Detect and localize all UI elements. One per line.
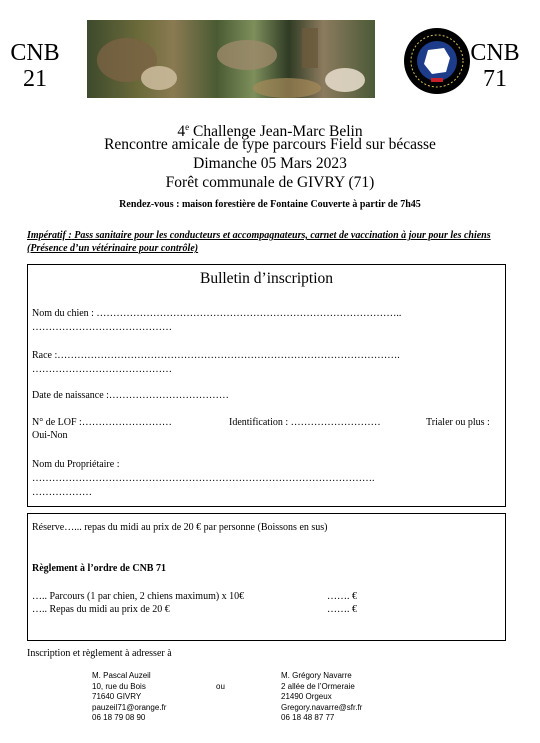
contact-auzeil xyxy=(92,671,166,724)
identification-field[interactable]: Identification : ……………………… xyxy=(229,417,381,428)
contact-phone: 06 18 48 87 77 xyxy=(281,713,335,722)
left-club-badge xyxy=(0,40,70,92)
breed-field-cont[interactable]: …………………………………… xyxy=(32,364,172,375)
payment-payee: Règlement à l’ordre de CNB 71 xyxy=(32,563,166,574)
birth-date-field[interactable]: Date de naissance :……………………………… xyxy=(32,390,229,401)
contact-city: 21490 Orgeux xyxy=(281,692,332,701)
contact-name: M. Grégory Navarre xyxy=(281,671,352,680)
breed-field[interactable]: Race :…………………………………………………………………………………………. xyxy=(32,350,400,361)
contact-navarre xyxy=(281,671,362,724)
trialer-choice[interactable]: Oui-Non xyxy=(32,430,68,441)
left-club-name: CNB xyxy=(10,40,60,66)
dog-name-field[interactable]: Nom du chien : ……………………………………………………………………………….. xyxy=(32,308,402,319)
repas-amount[interactable]: ……. € xyxy=(327,604,357,615)
lof-number-field[interactable]: N° de LOF :……………………… xyxy=(32,417,172,428)
owner-field-cont[interactable]: ……………… xyxy=(32,487,92,498)
event-title: 4e Challenge Jean-Marc Belin xyxy=(177,122,363,141)
imperatif-notice: Impératif : Pass sanitaire pour les conducteurs et accompagnateurs, carnet de vaccination à jour pour les chiens (Présence d’un vétérinaire pour contrôle) xyxy=(27,230,491,254)
form-heading: Bulletin d’inscription xyxy=(199,270,334,287)
contact-email[interactable]: Gregory.navarre@sfr.fr xyxy=(281,702,363,712)
contact-street: 10, rue du Bois xyxy=(92,681,146,691)
contact-city: 71640 GIVRY xyxy=(92,692,142,701)
registration-form xyxy=(27,264,506,507)
right-club-number: 71 xyxy=(483,66,507,92)
mailing-intro: Inscription et règlement à adresser à xyxy=(27,648,172,659)
parcours-amount[interactable]: ……. € xyxy=(327,591,357,602)
contact-name: M. Pascal Auzeil xyxy=(92,671,151,680)
owner-label: Nom du Propriétaire : xyxy=(32,459,120,470)
payment-section xyxy=(27,513,506,641)
contact-street: 2 allée de l’Ormeraie xyxy=(281,681,355,691)
parcours-line[interactable]: ….. Parcours (1 par chien, 2 chiens maximum) x 10€ xyxy=(32,591,245,602)
or-separator: ou xyxy=(216,682,225,691)
woodcock-photo-banner xyxy=(87,20,375,98)
contact-phone: 06 18 79 08 90 xyxy=(92,713,146,722)
right-club-name: CNB xyxy=(470,40,520,66)
contact-email[interactable]: pauzeil71@orange.fr xyxy=(92,702,167,712)
left-club-number: 21 xyxy=(23,66,47,92)
owner-field[interactable]: …………………………………………………………………………………………. xyxy=(32,473,375,484)
club-logo-emblem xyxy=(404,28,470,94)
event-date: Dimanche 05 Mars 2023 xyxy=(193,155,347,172)
meal-reservation[interactable]: Réserve…... repas du midi au prix de 20 € par personne (Boissons en sus) xyxy=(32,522,328,533)
event-location: Forêt communale de GIVRY (71) xyxy=(165,174,375,191)
rendezvous-info: Rendez-vous : maison forestière de Fontaine Couverte à partir de 7h45 xyxy=(119,199,421,210)
event-subtitle: Rencontre amicale de type parcours Field sur bécasse xyxy=(104,136,436,153)
dog-name-field-cont[interactable]: …………………………………… xyxy=(32,322,172,333)
trialer-label: Trialer ou plus : xyxy=(426,417,490,428)
banner-illustration xyxy=(87,20,375,98)
repas-line[interactable]: ….. Repas du midi au prix de 20 € xyxy=(32,604,170,615)
right-club-badge xyxy=(460,40,530,92)
club-national-logo xyxy=(404,28,470,94)
